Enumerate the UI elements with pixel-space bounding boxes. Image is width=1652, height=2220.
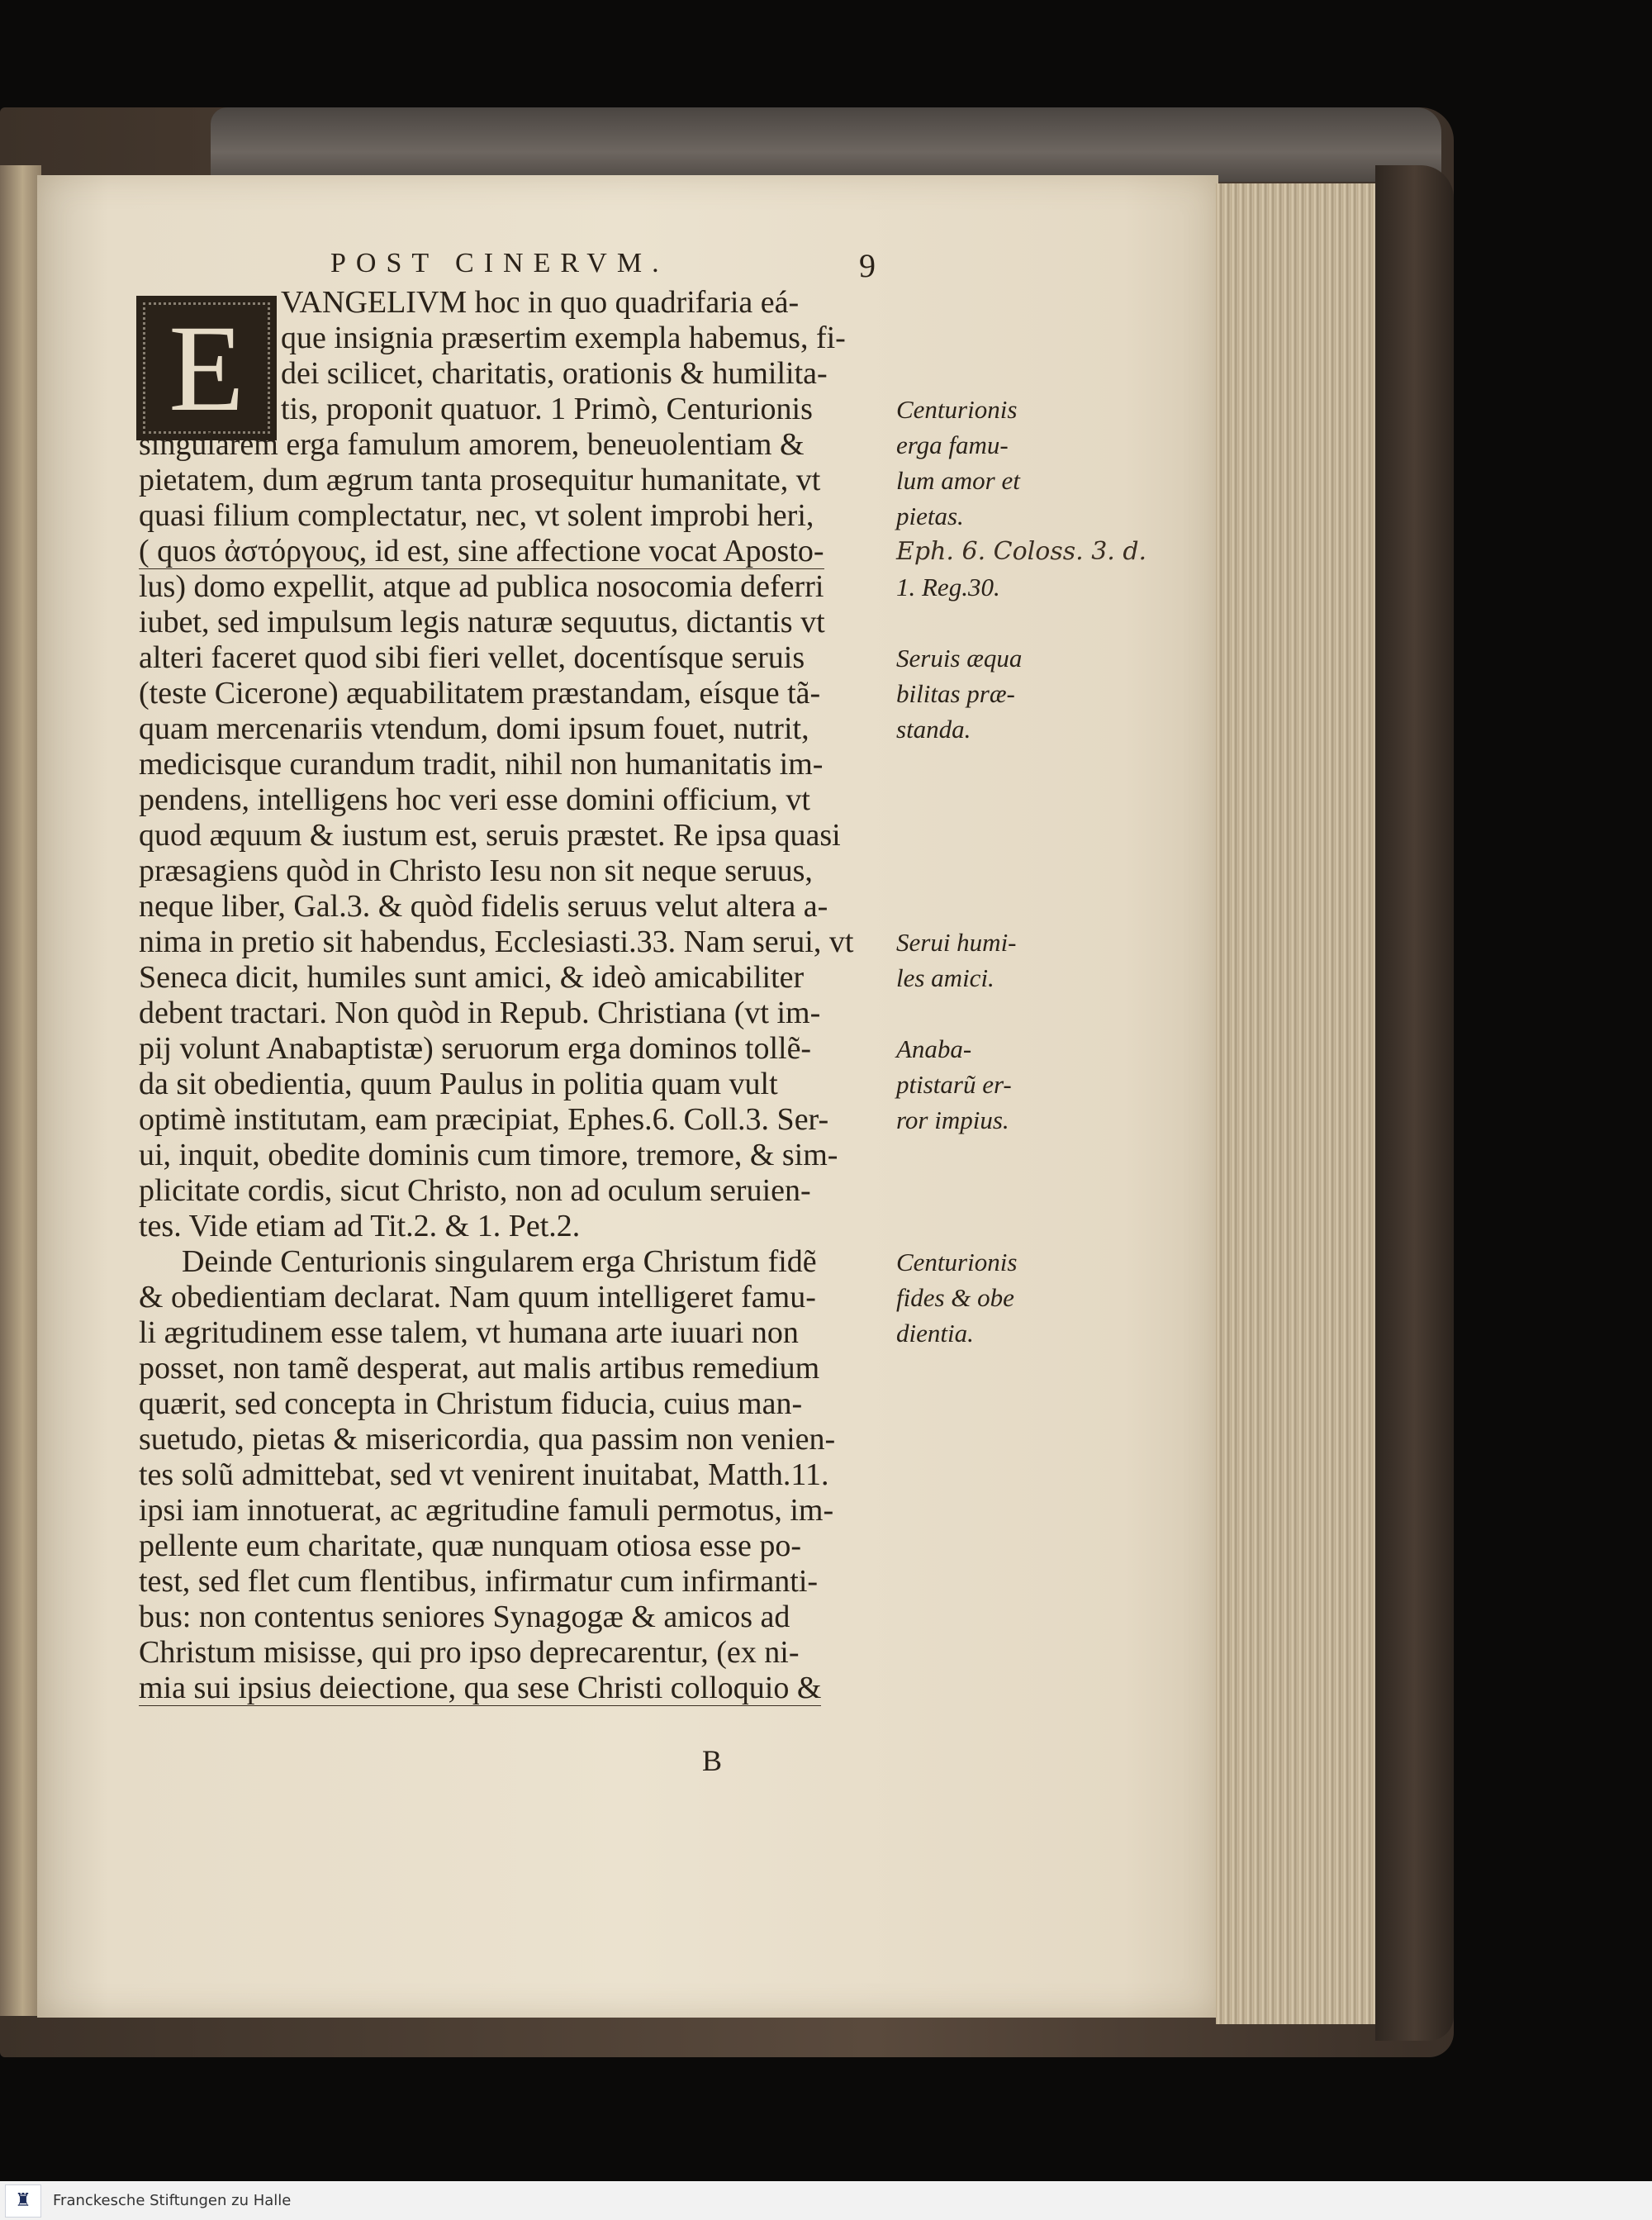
text-line-content: singularem erga famulum amorem, beneuolentiam &: [139, 427, 805, 462]
text-line: [139, 392, 890, 427]
running-head: POST CINERVM.: [330, 248, 669, 278]
text-line: [139, 1600, 890, 1635]
margin-note-line: [896, 782, 1185, 818]
margin-note-line: [896, 853, 1185, 889]
text-line: [139, 1315, 890, 1351]
text-line-content: nima in pretio sit habendus, Ecclesiasti.33. Nam serui, vt: [139, 925, 854, 959]
margin-note-line: erga famu-: [896, 430, 1009, 459]
margin-note-line: standa.: [896, 715, 971, 744]
margin-note-line: les amici.: [896, 963, 995, 992]
text-line-content: bus: non contentus seniores Synagogæ & amicos ad: [139, 1600, 790, 1634]
text-line-content: tis, proponit quatuor. 1 Primò, Centurionis: [281, 392, 813, 426]
text-line-content: suetudo, pietas & misericordia, qua passim non venien-: [139, 1422, 836, 1457]
text-line: [139, 534, 890, 569]
margin-note-line: [896, 356, 1185, 392]
text-line: [139, 1209, 890, 1244]
text-line: [139, 1564, 890, 1600]
margin-note-line: Centurionis: [896, 1248, 1018, 1276]
text-line-content: dei scilicet, charitatis, orationis & humilita-: [281, 356, 828, 391]
text-line-content: neque liber, Gal.3. & quòd fidelis seruus velut altera a-: [139, 889, 828, 924]
text-line: [139, 463, 890, 498]
text-line-content: pietatem, dum ægrum tanta prosequitur humanitate, vt: [139, 463, 821, 497]
main-text-block: [139, 285, 890, 1706]
margin-note-line: [896, 996, 1185, 1031]
text-line-content: que insignia præsertim exempla habemus, fi-: [281, 321, 846, 355]
text-line: [139, 889, 890, 925]
text-line-content: ui, inquit, obedite dominis cum timore, tremore, & sim-: [139, 1138, 838, 1172]
margin-note-line: Anaba-: [896, 1034, 972, 1063]
text-line: [139, 818, 890, 853]
text-line: [139, 285, 890, 321]
page-fore-edge: [1216, 183, 1394, 2024]
margin-note-line: lum amor et: [896, 466, 1020, 495]
text-line-content: quam mercenariis vtendum, domi ipsum fouet, nutrit,: [139, 711, 809, 746]
margin-note-line: [896, 605, 1185, 640]
margin-note-line: Serui humi-: [896, 928, 1017, 957]
text-line-content: (teste Cicerone) æquabilitatem præstandam, eísque tã-: [139, 676, 821, 711]
margin-notes: [896, 285, 1185, 1351]
margin-note-line: pietas.: [896, 502, 964, 530]
signature-mark: B: [702, 1744, 723, 1777]
text-line: [139, 605, 890, 640]
text-line-content: Christum misisse, qui pro ipso deprecarentur, (ex ni-: [139, 1635, 800, 1670]
text-line: [139, 1671, 890, 1706]
book-board-right: [1375, 165, 1454, 2041]
text-line-content: & obedientiam declarat. Nam quum intelligeret famu-: [139, 1280, 816, 1314]
text-line-content: iubet, sed impulsum legis naturæ sequutus, dictantis vt: [139, 605, 825, 639]
text-line-content: quærit, sed concepta in Christum fiducia, cuius man-: [139, 1386, 803, 1421]
margin-note-line: [896, 747, 1185, 782]
margin-note-line: [896, 889, 1185, 925]
margin-note-line: [896, 1209, 1185, 1244]
text-line-content: plicitate cordis, sicut Christo, non ad oculum seruien-: [139, 1173, 811, 1208]
text-line: [139, 1422, 890, 1457]
text-line-content: tes solũ admittebat, sed vt venirent inuitabat, Matth.11.: [139, 1457, 829, 1492]
handwritten-note: Eph. 6. Coloss. 3. d.: [896, 537, 1147, 566]
text-line: [139, 996, 890, 1031]
text-line-content: quod æquum & iustum est, seruis præstet. Re ipsa quasi: [139, 818, 841, 853]
text-line-content: VANGELIVM hoc in quo quadrifaria eá-: [281, 285, 800, 320]
text-line: [139, 1280, 890, 1315]
text-line: [139, 747, 890, 782]
text-line: [139, 711, 890, 747]
margin-note-line: fides & obe: [896, 1283, 1014, 1312]
text-line: [139, 1457, 890, 1493]
text-line-content: optimè institutam, eam præcipiat, Ephes.6. Coll.3. Ser-: [139, 1102, 829, 1137]
text-line-content: mia sui ipsius deiectione, qua sese Christi colloquio &: [139, 1671, 822, 1705]
text-line: [139, 1102, 890, 1138]
text-line-content: ipsi iam innotuerat, ac ægritudine famuli permotus, im-: [139, 1493, 834, 1528]
book-board-top: [211, 107, 1441, 182]
text-line: [139, 640, 890, 676]
text-line-content: medicisque curandum tradit, nihil non humanitatis im-: [139, 747, 824, 782]
text-line-content: tes. Vide etiam ad Tit.2. & 1. Pet.2.: [139, 1209, 581, 1243]
text-line-content: pellente eum charitate, quæ nunquam otiosa esse po-: [139, 1528, 801, 1563]
text-line: [139, 782, 890, 818]
text-line-content: li ægritudinem esse talem, vt humana arte iuuari non: [139, 1315, 799, 1350]
text-line-content: pij volunt Anabaptistæ) seruorum erga dominos tollẽ-: [139, 1031, 812, 1066]
text-line: [139, 853, 890, 889]
margin-note-line: bilitas præ-: [896, 679, 1015, 708]
text-line-content: posset, non tamẽ desperat, aut malis artibus remedium: [139, 1351, 820, 1386]
text-line-content: da sit obedientia, quum Paulus in politia quam vult: [139, 1067, 778, 1101]
text-line: [139, 1244, 890, 1280]
text-line: [139, 498, 890, 534]
book-spine: [0, 165, 41, 2016]
text-line: [139, 1635, 890, 1671]
text-line: [139, 1173, 890, 1209]
text-line-content: alteri faceret quod sibi fieri vellet, docentísque seruis: [139, 640, 805, 675]
text-line-content: ( quos ἀστόργους, id est, sine affectione vocat Aposto-: [139, 534, 824, 568]
text-line: [139, 321, 890, 356]
text-line-content: quasi filium complectatur, nec, vt solent improbi heri,: [139, 498, 814, 533]
text-line-content: pendens, intelligens hoc veri esse domini officium, vt: [139, 782, 810, 817]
text-line-content: præsagiens quòd in Christo Iesu non sit neque seruus,: [139, 853, 813, 888]
text-line-content: Seneca dicit, humiles sunt amici, & ideò amicabiliter: [139, 960, 805, 995]
text-line: [139, 1067, 890, 1102]
margin-note-line: [896, 321, 1185, 356]
page-number: 9: [859, 247, 876, 284]
text-line: [139, 960, 890, 996]
text-line: [139, 1386, 890, 1422]
text-line-content: debent tractari. Non quòd in Repub. Christiana (vt im-: [139, 996, 821, 1030]
text-line: [139, 1528, 890, 1564]
margin-note-line: ptistarũ er-: [896, 1070, 1012, 1099]
text-line-content: Deinde Centurionis singularem erga Christum fidẽ: [182, 1244, 817, 1279]
margin-note-line: Centurionis: [896, 395, 1018, 424]
text-line: [139, 569, 890, 605]
margin-note-line: [896, 285, 1185, 321]
footer-bar: [0, 2181, 1652, 2220]
text-line: [139, 1031, 890, 1067]
margin-note-line: [896, 1173, 1185, 1209]
decorated-initial: E: [136, 296, 277, 440]
margin-note-line: dientia.: [896, 1319, 974, 1348]
margin-note-line: 1. Reg.30.: [896, 573, 1000, 601]
margin-note-line: Seruis æqua: [896, 644, 1023, 673]
text-line: [139, 676, 890, 711]
margin-note-line: [896, 1138, 1185, 1173]
text-line: [139, 1493, 890, 1528]
footer-institution: Franckesche Stiftungen zu Halle: [53, 2192, 292, 2209]
text-line-content: test, sed flet cum flentibus, infirmatur cum infirmanti-: [139, 1564, 819, 1599]
text-line: [139, 1138, 890, 1173]
text-line: [139, 356, 890, 392]
library-crest-icon: ♜: [5, 2184, 41, 2218]
text-line: [139, 1351, 890, 1386]
text-line: [139, 427, 890, 463]
text-line: [139, 925, 890, 960]
margin-note-line: [896, 818, 1185, 853]
text-line-content: lus) domo expellit, atque ad publica nosocomia deferri: [139, 569, 824, 604]
margin-note-line: ror impius.: [896, 1105, 1009, 1134]
